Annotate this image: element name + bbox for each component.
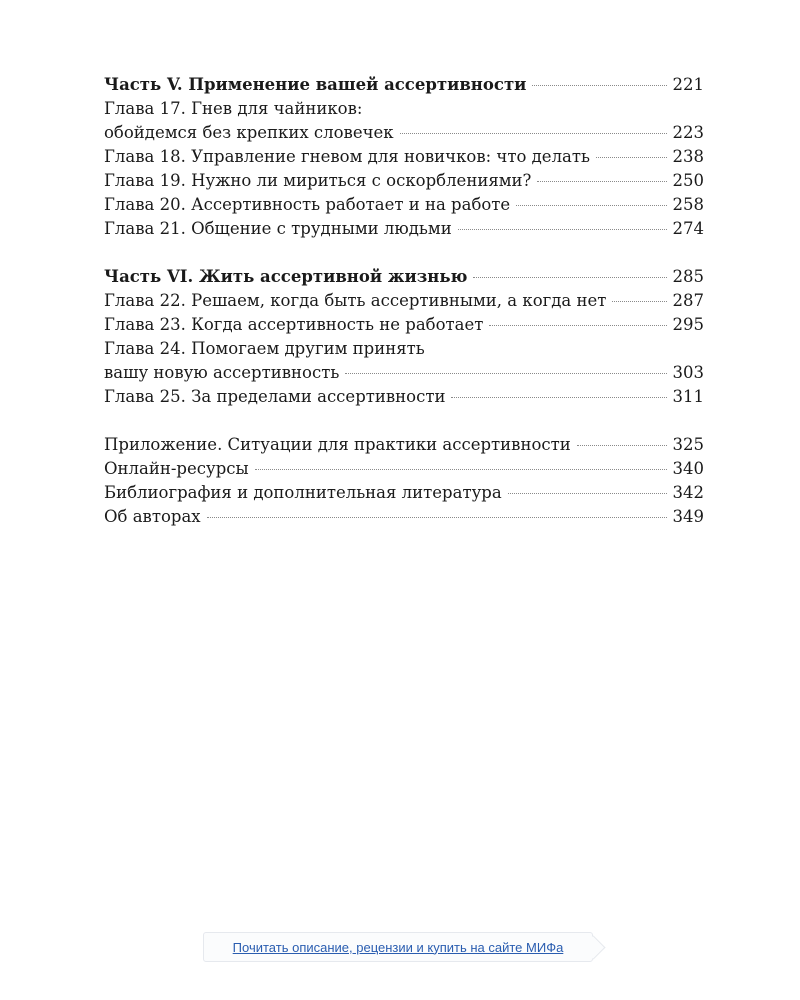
toc-entry-title: Глава 18. Управление гневом для новичков: что делать bbox=[104, 147, 591, 166]
dot-leader bbox=[458, 229, 667, 230]
dot-leader bbox=[489, 325, 666, 326]
toc-about-authors-entry bbox=[104, 505, 704, 529]
dot-leader bbox=[345, 373, 666, 374]
toc-entry-page: 223 bbox=[672, 123, 704, 142]
toc-chapter-entry bbox=[104, 169, 704, 193]
toc-entry-title: Библиография и дополнительная литература bbox=[104, 483, 502, 502]
toc-entry-page: 342 bbox=[672, 483, 704, 502]
toc-chapter-entry bbox=[104, 361, 704, 385]
toc-entry-title: обойдемся без крепких словечек bbox=[104, 123, 394, 142]
dot-leader bbox=[532, 85, 666, 86]
dot-leader bbox=[508, 493, 667, 494]
toc-chapter-entry bbox=[104, 313, 704, 337]
toc-entry-page: 258 bbox=[672, 195, 704, 214]
toc-entry-page: 340 bbox=[672, 459, 704, 478]
buy-book-link[interactable]: Почитать описание, рецензии и купить на сайте МИФа bbox=[232, 939, 564, 955]
toc-entry-title: Глава 20. Ассертивность работает и на работе bbox=[104, 195, 511, 214]
toc-entry-page: 325 bbox=[672, 435, 704, 454]
toc-group-part-v bbox=[104, 73, 704, 241]
toc-entry-page: 349 bbox=[672, 507, 704, 526]
dot-leader bbox=[596, 157, 666, 158]
toc-chapter-entry bbox=[104, 385, 704, 409]
dot-leader bbox=[577, 445, 667, 446]
toc-group-part-vi bbox=[104, 265, 704, 409]
toc-online-resources-entry bbox=[104, 457, 704, 481]
toc-entry-page: 250 bbox=[672, 171, 704, 190]
toc-part-entry bbox=[104, 265, 704, 289]
table-of-contents bbox=[104, 73, 704, 529]
toc-entry-title: Глава 22. Решаем, когда быть ассертивными, а когда нет bbox=[104, 291, 607, 310]
dot-leader bbox=[516, 205, 666, 206]
toc-entry-page: 274 bbox=[672, 219, 704, 238]
toc-entry-title: Онлайн-ресурсы bbox=[104, 459, 249, 478]
dot-leader bbox=[537, 181, 666, 182]
toc-entry-title-line1: Глава 24. Помогаем другим принять bbox=[104, 339, 425, 358]
toc-entry-page: 287 bbox=[672, 291, 704, 310]
toc-entry-page: 238 bbox=[672, 147, 704, 166]
toc-bibliography-entry bbox=[104, 481, 704, 505]
toc-part-entry bbox=[104, 73, 704, 97]
toc-entry-title: Часть V. Применение вашей ассертивности bbox=[104, 75, 527, 94]
dot-leader bbox=[451, 397, 666, 398]
toc-chapter-entry bbox=[104, 145, 704, 169]
toc-entry-title: Глава 19. Нужно ли мириться с оскорблениями? bbox=[104, 171, 532, 190]
toc-entry-title: Часть VI. Жить ассертивной жизнью bbox=[104, 267, 468, 286]
toc-entry-title: Приложение. Ситуации для практики ассертивности bbox=[104, 435, 571, 454]
toc-entry-page: 303 bbox=[672, 363, 704, 382]
dot-leader bbox=[612, 301, 666, 302]
toc-entry-title: Глава 23. Когда ассертивность не работает bbox=[104, 315, 484, 334]
toc-entry-title: Об авторах bbox=[104, 507, 201, 526]
footer-link-box bbox=[203, 932, 593, 962]
toc-group-back-matter bbox=[104, 433, 704, 529]
toc-chapter-entry bbox=[104, 121, 704, 145]
toc-entry-title: Глава 25. За пределами ассертивности bbox=[104, 387, 446, 406]
chevron-right-icon bbox=[581, 935, 605, 959]
toc-entry-page: 311 bbox=[672, 387, 704, 406]
dot-leader bbox=[255, 469, 667, 470]
toc-chapter-entry bbox=[104, 289, 704, 313]
toc-appendix-entry bbox=[104, 433, 704, 457]
toc-chapter-entry bbox=[104, 193, 704, 217]
toc-entry-page: 221 bbox=[672, 75, 704, 94]
toc-entry-title: вашу новую ассертивность bbox=[104, 363, 340, 382]
dot-leader bbox=[400, 133, 667, 134]
toc-chapter-entry bbox=[104, 217, 704, 241]
toc-entry-page: 285 bbox=[672, 267, 704, 286]
dot-leader bbox=[207, 517, 667, 518]
toc-entry-title: Глава 21. Общение с трудными людьми bbox=[104, 219, 452, 238]
dot-leader bbox=[473, 277, 666, 278]
toc-entry-page: 295 bbox=[672, 315, 704, 334]
toc-entry-title-line1: Глава 17. Гнев для чайников: bbox=[104, 99, 363, 118]
